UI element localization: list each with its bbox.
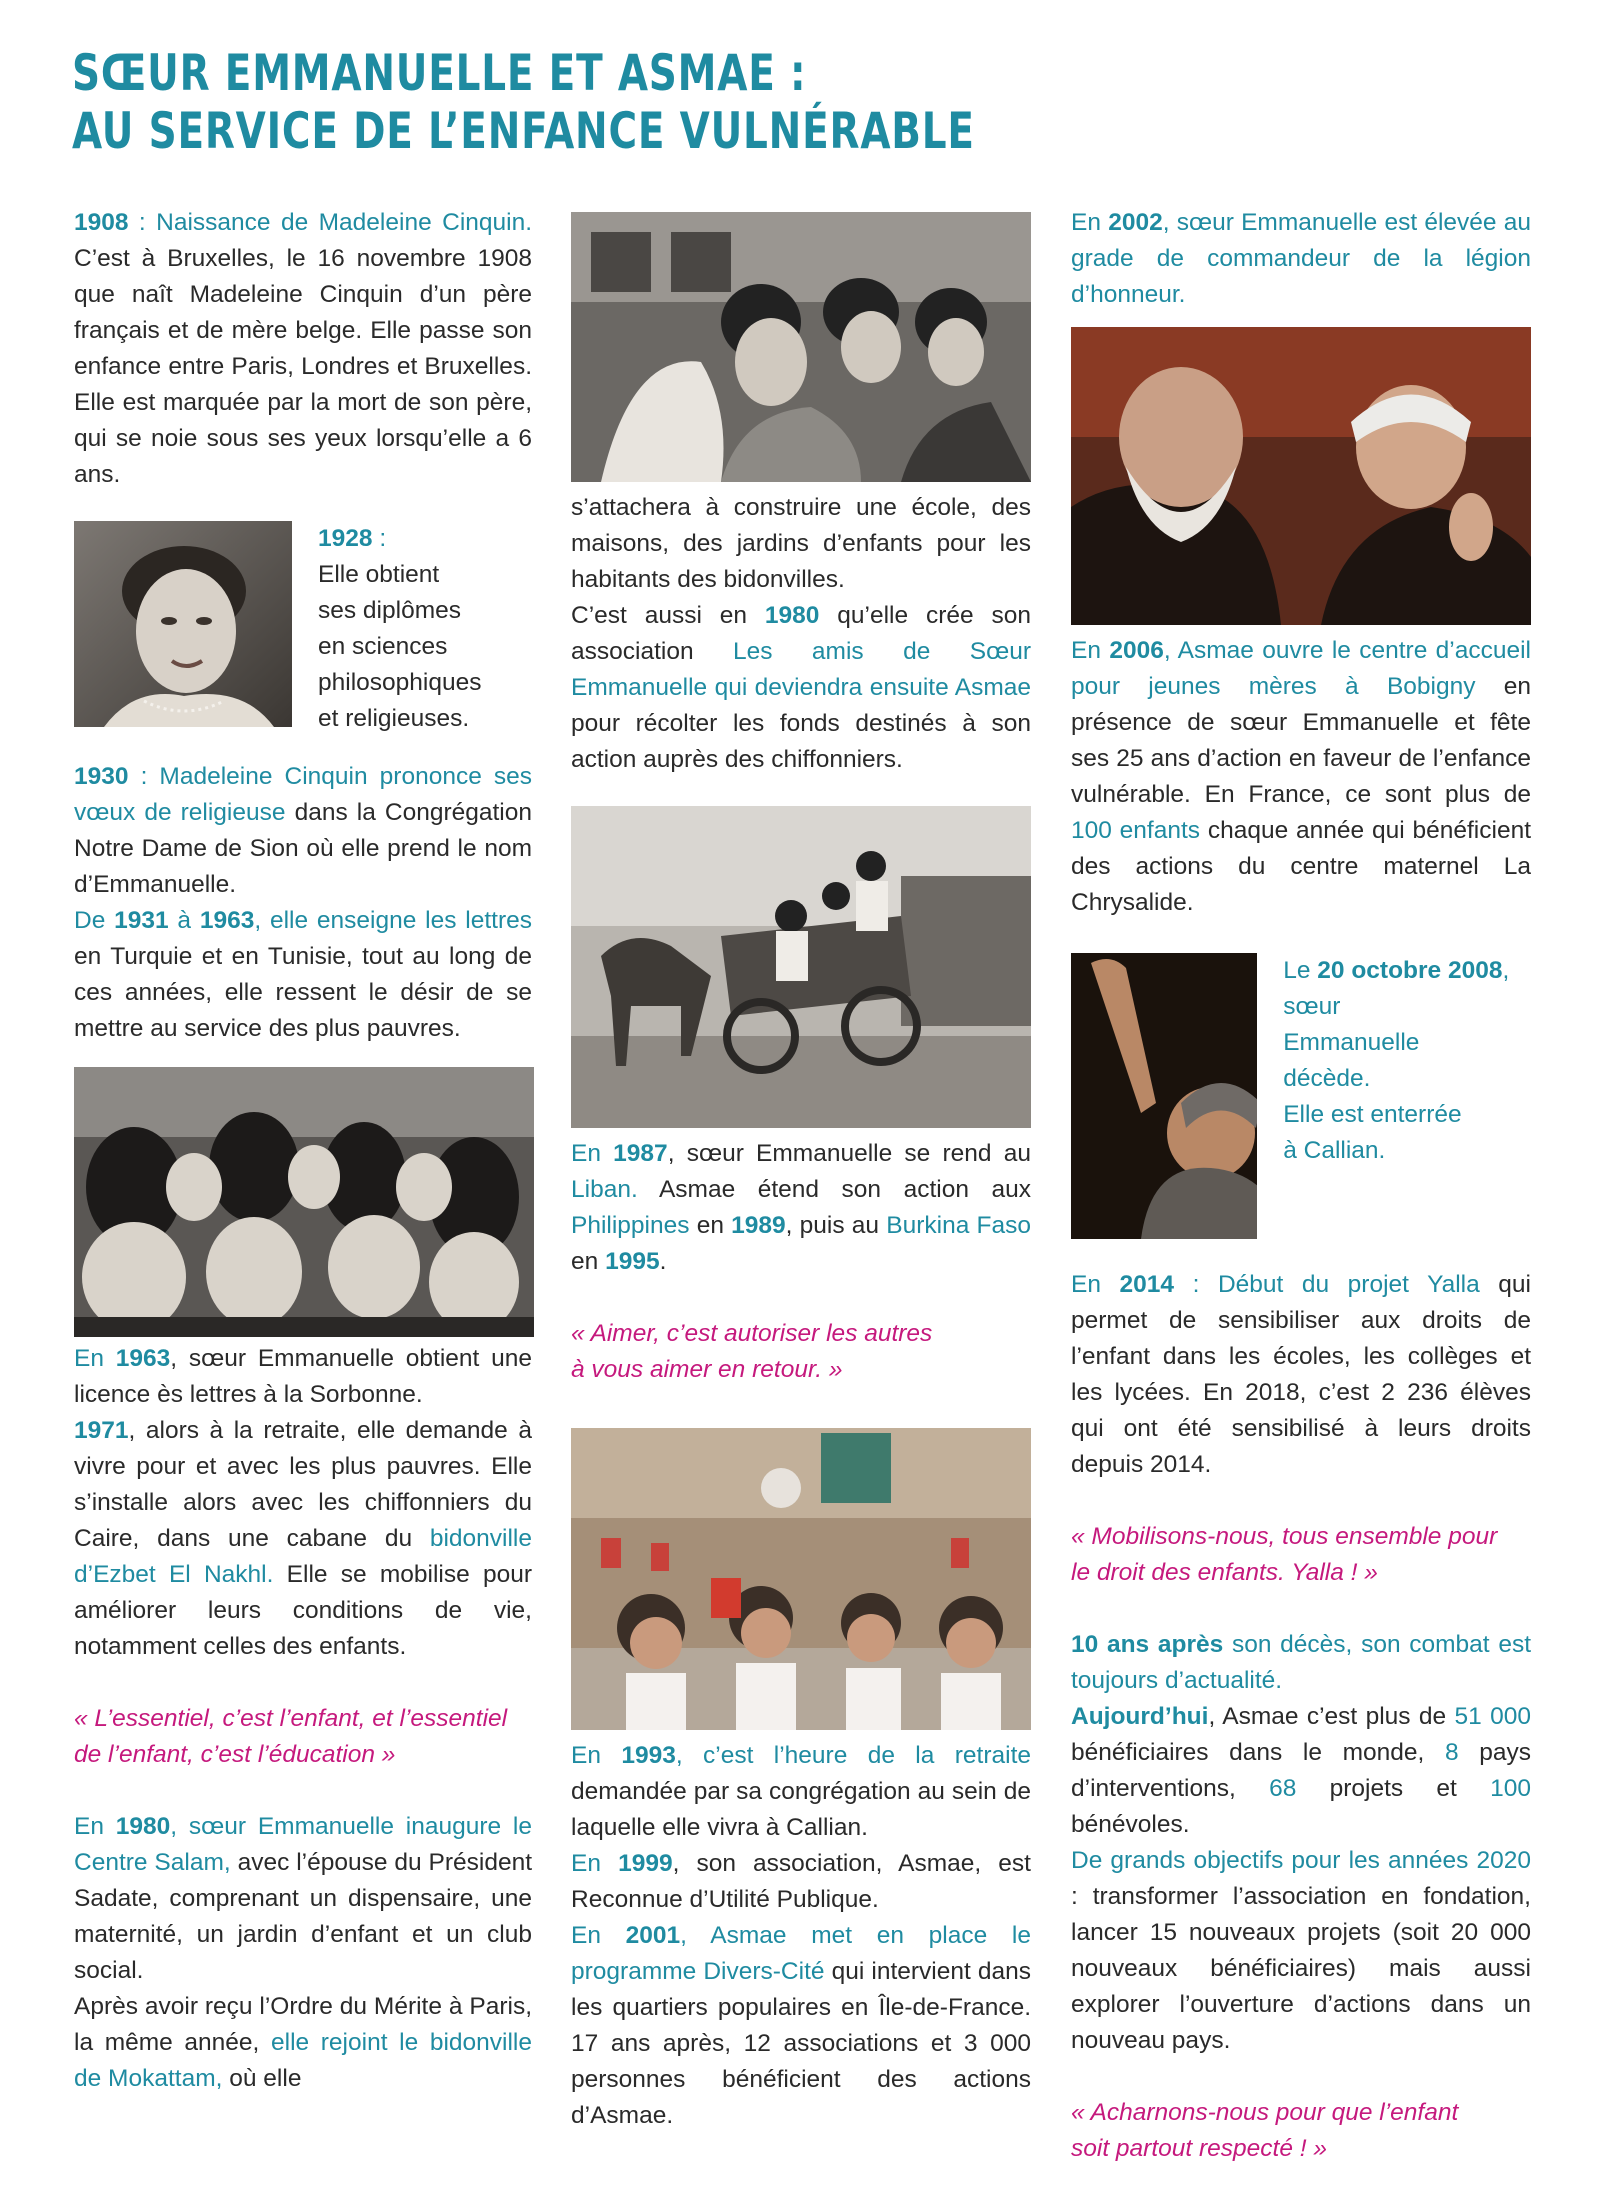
paragraph-2014: En 2014 : Début du projet Yalla qui permet de sensibiliser aux droits de l’enfant dans les écoles, les collèges et les lycées. En 2018, c’est 2 236 élèves qui ont été sensibilisé à leurs droits depuis 2014. (1071, 1271, 1531, 1478)
quote-yalla: « Mobilisons-nous, tous ensemble pour le droit des enfants. Yalla ! » (1071, 1523, 1498, 1586)
photo-donkey-cart (571, 806, 1031, 1128)
paragraph-1908: 1908 : Naissance de Madeleine Cinquin. C’est à Bruxelles, le 16 novembre 1908 que naît Madeleine Cinquin d’un père français et de mère belge. Elle passe son enfance entre Paris, Londres et Bruxelles. Elle est marquée par la mort de son père, qui se noie sous ses yeux lorsqu’elle a 6 ans. (74, 209, 533, 488)
text-1928: 1928 : Elle obtient ses diplômes en sciences philosophiques et religieuses. (318, 525, 482, 732)
photo-crowd-cairo (571, 212, 1031, 482)
quote-respect: « Acharnons-nous pour que l’enfant soit partout respecté ! » (1071, 2099, 1459, 2162)
paragraph-1963: En 1963, sœur Emmanuelle obtient une licence ès lettres à la Sorbonne. (74, 1345, 532, 1408)
paragraph-2001: En 2001, Asmae met en place le programme Divers-Cité qui intervient dans les quartiers populaires en Île-de-France. 17 ans après, 12 associations et 3 000 personnes bénéficient des actions d’Asmae. (571, 1922, 1031, 2129)
text-2008: Le 20 octobre 2008, sœur Emmanuelle décède. Elle est enterrée à Callian. (1283, 957, 1510, 1164)
page-title (72, 44, 1211, 160)
paragraph-1980: En 1980, sœur Emmanuelle inaugure le Centre Salam, avec l’épouse du Président Sadate, comprenant un dispensaire, une maternité, un jardin d’enfant et un club social. (74, 1813, 532, 1984)
paragraph-2002: En 2002, sœur Emmanuelle est élevée au grade de commandeur de la légion d’honneur. (1071, 209, 1531, 308)
column-3 (1071, 205, 1531, 2167)
paragraph-2006: En 2006, Asmae ouvre le centre d’accueil pour jeunes mères à Bobigny en présence de sœur Emmanuelle et fête ses 25 ans d’action en faveur de l’enfance vulnérable. En France, ce sont plus de 100 enfants chaque année qui bénéficient des actions du centre maternel La Chrysalide. (1071, 637, 1531, 916)
paragraph-association: C’est aussi en 1980 qu’elle crée son association Les amis de Sœur Emmanuelle qui deviendra ensuite Asmae pour récolter les fonds destinés à son action auprès des chiffonniers. (571, 602, 1031, 773)
column-1 (74, 205, 532, 2097)
block-2008 (1071, 953, 1531, 1239)
photo-young-madeleine (74, 521, 292, 727)
title-line-1: SŒUR EMMANUELLE ET ASMAE : (72, 44, 807, 102)
photo-soeur-emmanuelle-raising-hand (1071, 953, 1257, 1239)
paragraph-1931: De 1931 à 1963, elle enseigne les lettres en Turquie et en Tunisie, tout au long de ces années, elle ressent le désir de se mettre au service des plus pauvres. (74, 907, 532, 1042)
paragraph-1993: En 1993, c’est l’heure de la retraite demandée par sa congrégation au sein de laquelle elle vivra à Callian. (571, 1742, 1031, 1841)
paragraph-school: s’attachera à construire une école, des maisons, des jardins d’enfants pour les habitants des bidonvilles. (571, 494, 1031, 593)
paragraph-objectifs: De grands objectifs pour les années 2020 : transformer l’association en fondation, lancer 15 nouveaux projets (soit 20 000 nouveaux bénéficiaires) mais aussi explorer l’ouverture d’actions dans un nouveau pays. (1071, 1847, 1531, 2054)
column-2 (571, 212, 1031, 2134)
quote-love: « Aimer, c’est autoriser les autres à vous aimer en retour. » (571, 1320, 933, 1383)
block-1928 (74, 521, 532, 737)
photo-group-nuns (74, 1067, 534, 1337)
paragraph-1971: 1971, alors à la retraite, elle demande à vivre pour et avec les plus pauvres. Elle s’installe alors avec les chiffonniers du Caire, dans une cabane du bidonville d’Ezbet El Nakhl. Elle se mobilise pour améliorer leurs conditions de vie, notamment celles des enfants. (74, 1417, 532, 1660)
photo-children-celebration (571, 1428, 1031, 1730)
photo-abbe-pierre-and-soeur (1071, 327, 1531, 625)
paragraph-1930: 1930 : Madeleine Cinquin prononce ses vœux de religieuse dans la Congrégation Notre Dame de Sion où elle prend le nom d’Emmanuelle. (74, 763, 532, 898)
title-line-2: AU SERVICE DE L’ENFANCE VULNÉRABLE (72, 102, 975, 160)
paragraph-1987: En 1987, sœur Emmanuelle se rend au Liban. Asmae étend son action aux Philippines en 1989, puis au Burkina Faso en 1995. (571, 1140, 1031, 1275)
quote-education: « L’essentiel, c’est l’enfant, et l’essentiel de l’enfant, c’est l’éducation » (74, 1705, 508, 1768)
paragraph-10-ans: 10 ans après son décès, son combat est toujours d’actualité. (1071, 1631, 1531, 1694)
paragraph-aujourdhui: Aujourd’hui, Asmae c’est plus de 51 000 bénéficiaires dans le monde, 8 pays d’interventions, 68 projets et 100 bénévoles. (1071, 1703, 1531, 1838)
paragraph-mokattam: Après avoir reçu l’Ordre du Mérite à Paris, la même année, elle rejoint le bidonville de Mokattam, où elle (74, 1993, 532, 2092)
paragraph-1999: En 1999, son association, Asmae, est Reconnue d’Utilité Publique. (571, 1850, 1031, 1913)
